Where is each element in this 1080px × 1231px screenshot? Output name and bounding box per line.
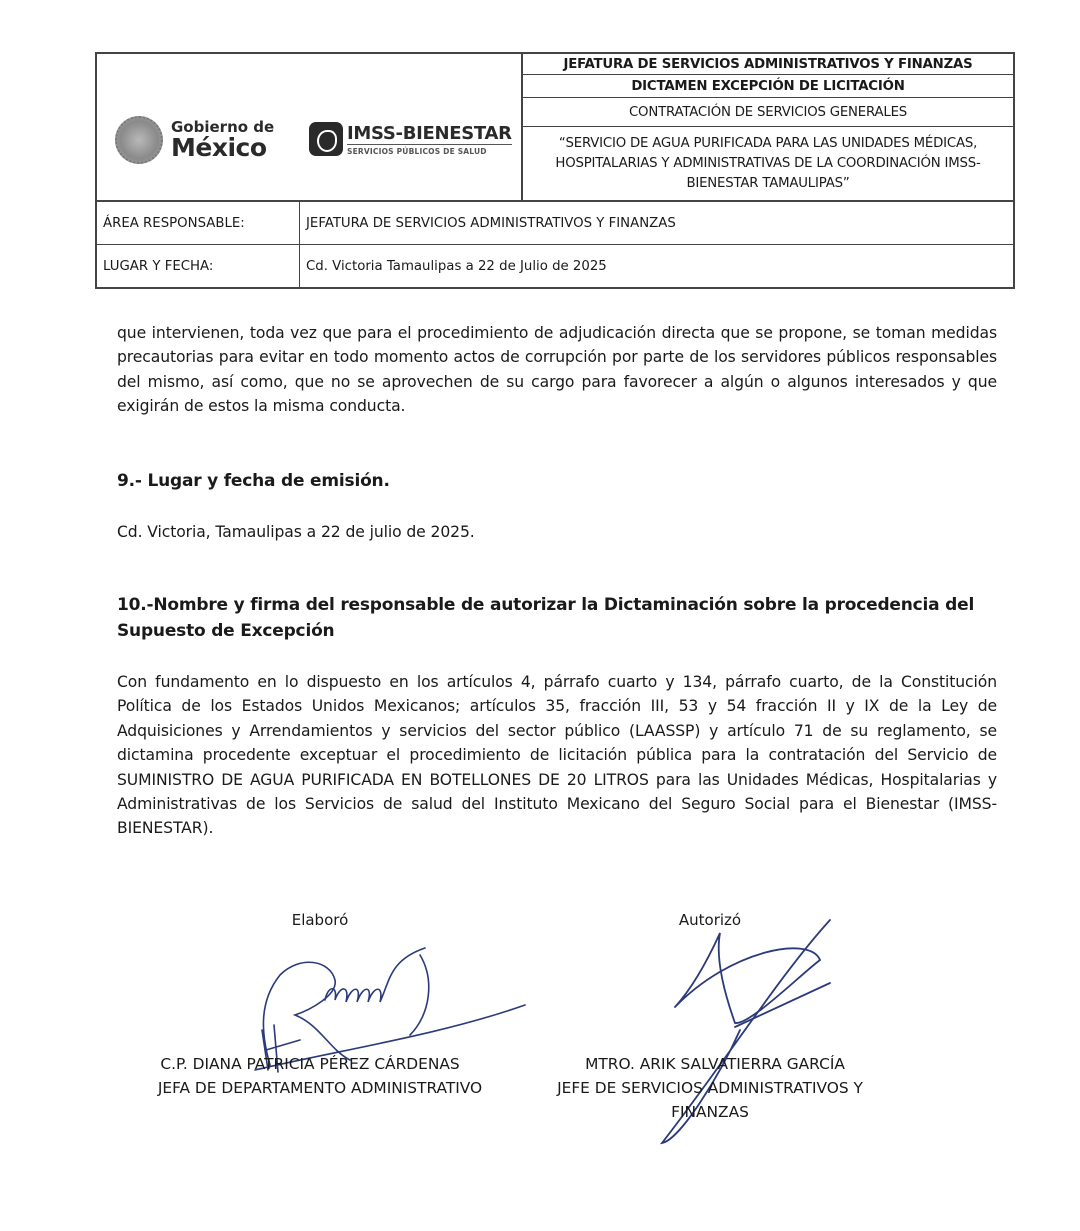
header-title-cells [523,54,1013,200]
national-seal-icon [115,116,163,164]
section10-text: Con fundamento en lo dispuesto en los artículos 4, párrafo cuarto y 134, párrafo cuarto, de la Constitución Política de los Estados Unidos Mexicanos; artículos 35, fracción III, 53 y 54 fracción II y IX de la Ley de Adquisiciones y Arrendamientos y servicios del sector público (LAASSP) y artículo 71 de su reglamento, se dictamina procedente exceptuar el procedimiento de licitación pública para la contratación del Servicio de SUMINISTRO DE AGUA PURIFICADA EN BOTELLONES DE 20 LITROS para las Unidades Médicas, Hospitalarias y Administrativas de los Servicios de salud del Instituto Mexicano del Seguro Social para el Bienestar (IMSS-BIENESTAR). [117,673,997,838]
left-signer-name: C.P. DIANA PATRICIA PÉREZ CÁRDENAS [160,1055,460,1073]
gobierno-de-mexico-logo [115,116,274,164]
section9-heading: 9.- Lugar y fecha de emisión. [117,471,390,491]
autorizo-label: Autorizó [678,911,742,929]
right-signer-name: MTRO. ARIK SALVATIERRA GARCÍA [585,1055,845,1073]
area-responsable-row [97,202,1013,245]
gobierno-line2: México [171,133,267,162]
header-department: JEFATURA DE SERVICIOS ADMINISTRATIVOS Y FINANZAS [523,54,1013,75]
intro-paragraph: que intervienen, toda vez que para el procedimiento de adjudicación directa que se propone, se toman medidas precautorias para evitar en todo momento actos de corrupción por parte de los servidores públicos responsables del mismo, así como, que no se aprovechen de su cargo para favorecer a algún o algunos interesados y que exigirán de estos la misma conducta. [117,324,997,416]
header-document-type: DICTAMEN EXCEPCIÓN DE LICITACIÓN [523,75,1013,98]
area-responsable-label: ÁREA RESPONSABLE: [97,202,300,244]
document-header-table [95,52,1015,289]
imss-subtitle: SERVICIOS PÚBLICOS DE SALUD [347,146,487,156]
lugar-fecha-label: LUGAR Y FECHA: [97,245,300,287]
imss-emblem-icon [309,122,343,156]
header-top-section [97,54,1013,202]
elaboro-label: Elaboró [291,911,349,929]
header-service-title: “SERVICIO DE AGUA PURIFICADA PARA LAS UNIDADES MÉDICAS, HOSPITALARIAS Y ADMINISTRATIVAS DE LA COORDINACIÓN IMSS-BIENESTAR TAMAULIPAS” [555,135,981,191]
imss-bienestar-logo [309,122,512,156]
header-category: CONTRATACIÓN DE SERVICIOS GENERALES [523,98,1013,127]
right-signer-title: JEFE DE SERVICIOS ADMINISTRATIVOS Y FINANZAS [557,1079,863,1121]
imss-title: IMSS-BIENESTAR [347,122,512,144]
lugar-fecha-value: Cd. Victoria Tamaulipas a 22 de Julio de 2025 [306,258,607,274]
section10-heading: 10.-Nombre y firma del responsable de autorizar la Dictaminación sobre la procedencia del Supuesto de Excepción [117,595,975,641]
logos-cell [97,54,523,200]
lugar-fecha-row [97,245,1013,287]
area-responsable-value: JEFATURA DE SERVICIOS ADMINISTRATIVOS Y FINANZAS [306,215,676,231]
section9-text: Cd. Victoria, Tamaulipas a 22 de julio de 2025. [117,523,475,541]
gobierno-line1: Gobierno de [171,118,275,136]
left-signer-title: JEFA DE DEPARTAMENTO ADMINISTRATIVO [157,1079,483,1097]
